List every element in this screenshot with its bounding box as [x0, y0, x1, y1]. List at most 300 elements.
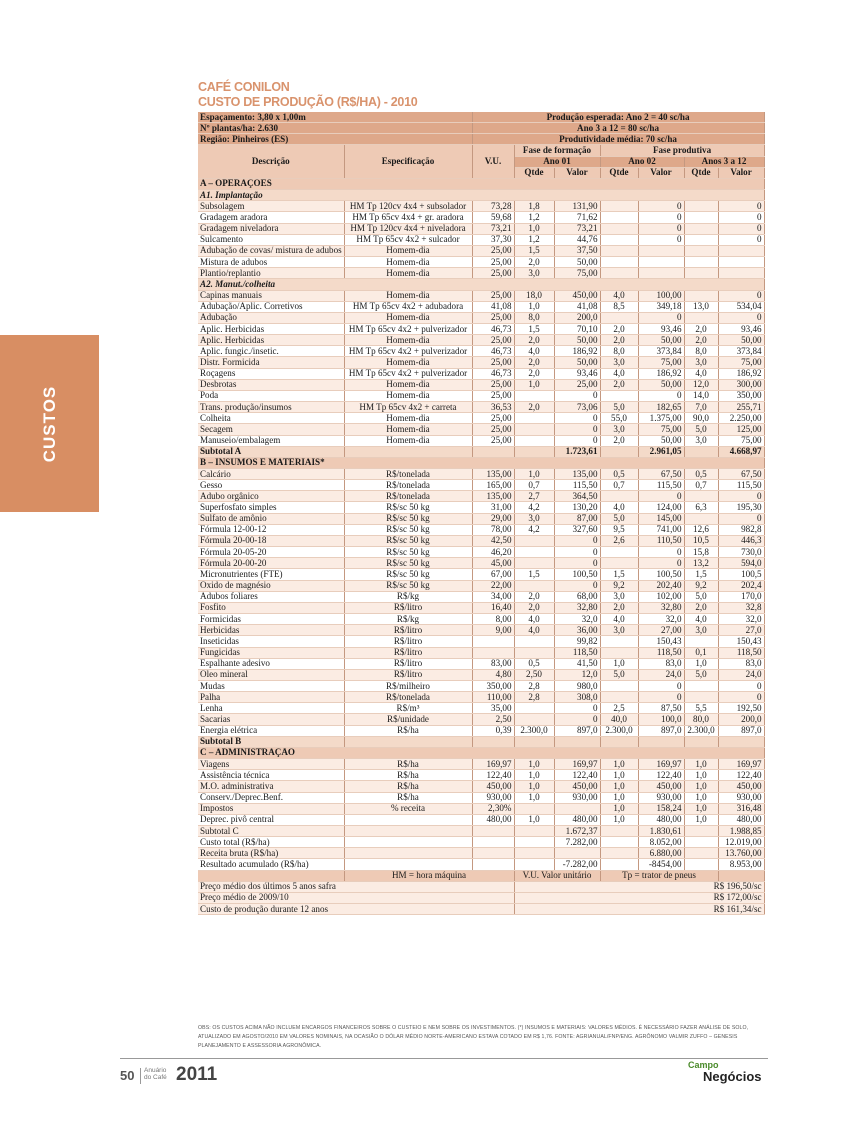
cell-qtde: 1,0	[684, 814, 718, 825]
cell-descricao: Poda	[198, 390, 344, 401]
table-row	[198, 580, 764, 591]
cell-valor: 200,0	[554, 312, 600, 323]
table-row	[198, 257, 764, 268]
cell-valor: 0	[638, 692, 684, 703]
cell-qtde	[600, 558, 638, 569]
cell-especificacao: R$/litro	[344, 647, 472, 658]
cell-qtde	[684, 223, 718, 234]
cell-especificacao: R$/sc 50 kg	[344, 502, 472, 513]
table-row	[198, 435, 764, 446]
cell-qtde: 55,0	[600, 413, 638, 424]
cell-qtde: 8,5	[600, 301, 638, 312]
cell-valor: 0	[638, 558, 684, 569]
cell-especificacao	[344, 446, 472, 457]
section-header-row	[198, 178, 764, 189]
footer-divider	[120, 1058, 768, 1059]
cell-especificacao: HM Tp 65cv 4x2 + pulverizador	[344, 346, 472, 357]
cell-qtde: 2,0	[600, 335, 638, 346]
cell-vu: 25,00	[472, 413, 514, 424]
col-fase-formacao: Fase de formação	[514, 145, 600, 156]
cell-qtde: 5,5	[684, 703, 718, 714]
cell-especificacao: Homem-dia	[344, 435, 472, 446]
cell-valor: 982,8	[718, 524, 764, 535]
logo-negocios: Negócios	[703, 1069, 762, 1084]
cell-especificacao: Homem-dia	[344, 390, 472, 401]
cell-valor: 364,50	[554, 491, 600, 502]
table-row	[198, 703, 764, 714]
cell-vu: 25,00	[472, 424, 514, 435]
cell-descricao: Lenha	[198, 703, 344, 714]
cell-qtde: 1,0	[600, 814, 638, 825]
cell-qtde: 1,5	[684, 569, 718, 580]
cell-qtde: 2,0	[600, 602, 638, 613]
cell-descricao: Fórmula 12-00-12	[198, 524, 344, 535]
cell-valor: 1.988,85	[718, 826, 764, 837]
cell-qtde: 12,0	[684, 379, 718, 390]
cell-valor: 349,18	[638, 301, 684, 312]
cell-qtde	[684, 201, 718, 212]
cell-qtde	[514, 413, 554, 424]
info-plants: Nº plantas/ha: 2.630	[198, 123, 472, 134]
cell-especificacao: R$/litro	[344, 658, 472, 669]
cell-valor: 0	[718, 312, 764, 323]
cell-valor: 50,00	[554, 357, 600, 368]
cell-qtde: 8,0	[684, 346, 718, 357]
table-row	[198, 268, 764, 279]
cell-qtde: 2,0	[684, 323, 718, 334]
cell-especificacao: R$/tonelada	[344, 491, 472, 502]
cell-qtde: 4,0	[600, 614, 638, 625]
table-row	[198, 424, 764, 435]
table-row	[198, 680, 764, 691]
cell-valor: 73,21	[554, 223, 600, 234]
cell-qtde: 8,0	[514, 312, 554, 323]
cell-vu: 45,00	[472, 558, 514, 569]
cell-valor: 122,40	[718, 770, 764, 781]
cell-valor: 170,0	[718, 591, 764, 602]
cell-qtde	[514, 848, 554, 859]
cell-valor: 102,00	[638, 591, 684, 602]
cell-vu	[472, 837, 514, 848]
cell-qtde: 2,7	[514, 491, 554, 502]
cell-qtde	[600, 636, 638, 647]
cell-descricao: Impostos	[198, 803, 344, 814]
table-row	[198, 803, 764, 814]
cell-valor	[718, 736, 764, 747]
cell-qtde	[600, 234, 638, 245]
cell-valor: 50,00	[718, 335, 764, 346]
cell-especificacao: R$/sc 50 kg	[344, 535, 472, 546]
cell-valor: 99,82	[554, 636, 600, 647]
cell-vu: 165,00	[472, 480, 514, 491]
cell-valor: 118,50	[554, 647, 600, 658]
cell-qtde: 1,0	[514, 223, 554, 234]
table-row	[198, 469, 764, 480]
cell-qtde: 1,0	[600, 658, 638, 669]
cell-valor: 1.375,00	[638, 413, 684, 424]
cell-vu: 8,00	[472, 614, 514, 625]
cell-valor: 0	[554, 413, 600, 424]
col-descricao: Descrição	[198, 145, 344, 178]
cell-vu: 25,00	[472, 335, 514, 346]
cell-qtde: 2,0	[514, 335, 554, 346]
cell-descricao: Subsolagem	[198, 201, 344, 212]
cell-qtde: 2,0	[684, 335, 718, 346]
cell-valor: 145,00	[638, 513, 684, 524]
cell-qtde: 1,0	[684, 759, 718, 770]
cell-valor: 186,92	[718, 368, 764, 379]
cell-vu: 25,00	[472, 435, 514, 446]
cell-valor: 930,00	[718, 792, 764, 803]
cell-qtde: 6,3	[684, 502, 718, 513]
cell-valor: 202,40	[638, 580, 684, 591]
cell-qtde: 5,0	[600, 513, 638, 524]
cell-qtde: 2,0	[600, 323, 638, 334]
cell-descricao: Mudas	[198, 680, 344, 691]
cell-qtde: 1,2	[514, 234, 554, 245]
cell-qtde: 1,0	[600, 803, 638, 814]
cell-vu: 67,00	[472, 569, 514, 580]
cell-especificacao: R$/sc 50 kg	[344, 580, 472, 591]
section-header-row	[198, 747, 764, 758]
cell-qtde: 4,0	[514, 614, 554, 625]
table-row	[198, 301, 764, 312]
cell-valor: 100,00	[638, 290, 684, 301]
cell-descricao: Sulfato de amônio	[198, 513, 344, 524]
cell-qtde: 1,0	[684, 658, 718, 669]
cell-valor: 44,76	[554, 234, 600, 245]
cell-especificacao: Homem-dia	[344, 357, 472, 368]
cell-qtde: 4,0	[684, 368, 718, 379]
cell-especificacao: R$/sc 50 kg	[344, 569, 472, 580]
cell-qtde: 0,7	[600, 480, 638, 491]
cell-valor: 32,0	[554, 614, 600, 625]
cell-valor: 0	[554, 558, 600, 569]
cell-descricao: Adubos foliares	[198, 591, 344, 602]
cell-qtde	[684, 234, 718, 245]
table-row	[198, 212, 764, 223]
cell-qtde: 3,0	[600, 424, 638, 435]
cell-descricao: Sacarias	[198, 714, 344, 725]
cell-valor: 32,80	[638, 602, 684, 613]
cell-qtde: 4,0	[684, 614, 718, 625]
cell-descricao: Capinas manuais	[198, 290, 344, 301]
cell-qtde	[514, 558, 554, 569]
info-productivity: Produtividade média: 70 sc/ha	[472, 134, 764, 145]
cell-qtde: 2,0	[514, 257, 554, 268]
cell-valor: 0	[718, 491, 764, 502]
cell-especificacao: R$/ha	[344, 770, 472, 781]
cell-vu: 0,39	[472, 725, 514, 736]
cell-qtde: 13,2	[684, 558, 718, 569]
cell-qtde	[684, 491, 718, 502]
cell-valor: 41,50	[554, 658, 600, 669]
cell-especificacao: HM Tp 120cv 4x4 + subsolador	[344, 201, 472, 212]
cell-valor: 0	[638, 547, 684, 558]
cell-qtde	[514, 714, 554, 725]
cell-vu	[472, 736, 514, 747]
cell-qtde: 40,0	[600, 714, 638, 725]
cell-valor: 122,40	[638, 770, 684, 781]
cell-qtde: 2,8	[514, 680, 554, 691]
cell-valor: 0	[554, 580, 600, 591]
cell-qtde	[600, 848, 638, 859]
cell-vu: 25,00	[472, 268, 514, 279]
cell-valor: 115,50	[638, 480, 684, 491]
cell-valor: 158,24	[638, 803, 684, 814]
cell-qtde: 5,0	[600, 402, 638, 413]
cell-valor: 25,00	[554, 379, 600, 390]
subtotal-row	[198, 736, 764, 747]
cell-qtde: 18,0	[514, 290, 554, 301]
cell-qtde: 2,0	[514, 591, 554, 602]
cell-valor: 100,0	[638, 714, 684, 725]
cell-vu: 350,00	[472, 680, 514, 691]
cell-especificacao: R$/litro	[344, 669, 472, 680]
cell-valor: 2.961,05	[638, 446, 684, 457]
price-value: R$ 161,34/sc	[514, 904, 764, 915]
cell-qtde: 12,6	[684, 524, 718, 535]
cell-valor: 131,90	[554, 201, 600, 212]
cell-valor: 255,71	[718, 402, 764, 413]
cell-vu: 16,40	[472, 602, 514, 613]
cell-qtde	[684, 837, 718, 848]
cell-qtde	[684, 245, 718, 256]
legend-tp: Tp = trator de pneus	[600, 870, 718, 881]
cell-valor: 300,00	[718, 379, 764, 390]
cell-especificacao: R$/tonelada	[344, 480, 472, 491]
table-row	[198, 725, 764, 736]
cell-qtde: 2,50	[514, 669, 554, 680]
cell-qtde: 2,5	[600, 703, 638, 714]
section-tab	[0, 335, 99, 512]
cell-qtde	[684, 826, 718, 837]
cell-valor: 27,0	[718, 625, 764, 636]
cell-vu: 59,68	[472, 212, 514, 223]
cell-valor: 87,00	[554, 513, 600, 524]
table-row	[198, 234, 764, 245]
cell-qtde: 3,0	[684, 625, 718, 636]
cell-descricao: Fungicidas	[198, 647, 344, 658]
cell-valor: 68,00	[554, 591, 600, 602]
cell-valor: 118,50	[638, 647, 684, 658]
table-row	[198, 357, 764, 368]
cell-valor	[638, 268, 684, 279]
cell-especificacao: R$/sc 50 kg	[344, 547, 472, 558]
cell-qtde: 3,0	[514, 268, 554, 279]
cell-valor: 122,40	[554, 770, 600, 781]
cell-descricao: Subtotal B	[198, 736, 344, 747]
cell-valor: 118,50	[718, 647, 764, 658]
cell-vu: 450,00	[472, 781, 514, 792]
cell-valor: 169,97	[718, 759, 764, 770]
cell-qtde	[514, 803, 554, 814]
cell-vu: 73,28	[472, 201, 514, 212]
cell-valor: -7.282,00	[554, 859, 600, 870]
cell-qtde	[600, 647, 638, 658]
cell-especificacao: HM Tp 65cv 4x2 + pulverizador	[344, 323, 472, 334]
cell-valor: 1.830,61	[638, 826, 684, 837]
cell-vu: 25,00	[472, 379, 514, 390]
cell-qtde	[600, 692, 638, 703]
table-row	[198, 547, 764, 558]
cell-qtde: 1,0	[514, 379, 554, 390]
cell-especificacao: R$/ha	[344, 781, 472, 792]
cell-valor: 0	[718, 201, 764, 212]
cell-qtde: 1,0	[684, 792, 718, 803]
cell-qtde	[684, 212, 718, 223]
cell-especificacao: R$/ha	[344, 725, 472, 736]
cell-valor: 130,20	[554, 502, 600, 513]
cell-qtde: 0,5	[514, 658, 554, 669]
cell-qtde: 1,5	[514, 569, 554, 580]
cell-qtde	[600, 547, 638, 558]
cell-vu: 135,00	[472, 469, 514, 480]
cell-especificacao: R$/tonelada	[344, 469, 472, 480]
cell-qtde	[600, 491, 638, 502]
cell-qtde: 5,0	[684, 591, 718, 602]
cell-especificacao: Homem-dia	[344, 268, 472, 279]
cell-descricao: Conserv./Deprec.Benf.	[198, 792, 344, 803]
price-value: R$ 172,00/sc	[514, 892, 764, 903]
cell-valor: 4.668,97	[718, 446, 764, 457]
cell-descricao: Herbicidas	[198, 625, 344, 636]
table-row	[198, 714, 764, 725]
cell-valor: 135,00	[554, 469, 600, 480]
cell-descricao: Adubação de covas/ mistura de adubos	[198, 245, 344, 256]
cell-qtde: 1,0	[600, 781, 638, 792]
cell-especificacao: Homem-dia	[344, 245, 472, 256]
cell-valor: 308,0	[554, 692, 600, 703]
cell-qtde: 1,0	[514, 792, 554, 803]
page-subtitle: CUSTO DE PRODUÇÃO (R$/HA) - 2010	[198, 95, 418, 109]
price-label: Custo de produção durante 12 anos	[198, 904, 514, 915]
table-row	[198, 502, 764, 513]
cell-qtde	[600, 736, 638, 747]
cell-descricao: Gradagem niveladora	[198, 223, 344, 234]
cell-vu	[472, 859, 514, 870]
cell-vu: 122,40	[472, 770, 514, 781]
cell-valor: 75,00	[638, 357, 684, 368]
cell-valor	[638, 257, 684, 268]
table-row	[198, 402, 764, 413]
col-qtde: Qtde	[684, 167, 718, 178]
cell-valor: 73,06	[554, 402, 600, 413]
col-ano02: Ano 02	[600, 156, 684, 167]
cell-vu: 31,00	[472, 502, 514, 513]
cell-qtde	[600, 446, 638, 457]
cell-descricao: Deprec. pivô central	[198, 814, 344, 825]
table-row	[198, 781, 764, 792]
subsection-header-row	[198, 279, 764, 290]
cell-descricao: Mistura de adubos	[198, 257, 344, 268]
cell-qtde	[684, 736, 718, 747]
cell-valor: 75,00	[718, 357, 764, 368]
cell-descricao: Desbrotas	[198, 379, 344, 390]
cell-valor: 192,50	[718, 703, 764, 714]
cell-valor	[638, 245, 684, 256]
cell-especificacao: HM Tp 120cv 4x4 + niveladora	[344, 223, 472, 234]
cell-valor: 350,00	[718, 390, 764, 401]
table-row	[198, 323, 764, 334]
cell-valor: 6.880,00	[638, 848, 684, 859]
cell-vu: 169,97	[472, 759, 514, 770]
cell-descricao: Colheita	[198, 413, 344, 424]
cell-qtde: 1,8	[514, 201, 554, 212]
cell-descricao: Gesso	[198, 480, 344, 491]
cell-qtde	[684, 268, 718, 279]
cell-qtde: 2.300,0	[514, 725, 554, 736]
cell-valor: 32,0	[718, 614, 764, 625]
cell-vu: 25,00	[472, 245, 514, 256]
cell-vu: 22,00	[472, 580, 514, 591]
cell-descricao: Energia elétrica	[198, 725, 344, 736]
cell-qtde	[684, 692, 718, 703]
cell-valor: 0	[638, 680, 684, 691]
table-row	[198, 413, 764, 424]
cell-especificacao: R$/sc 50 kg	[344, 558, 472, 569]
cell-valor	[554, 848, 600, 859]
cell-especificacao	[344, 848, 472, 859]
cell-valor: 480,00	[554, 814, 600, 825]
cell-qtde: 2,0	[514, 368, 554, 379]
cell-qtde: 90,0	[684, 413, 718, 424]
cell-valor: 2.250,00	[718, 413, 764, 424]
table-row	[198, 290, 764, 301]
cell-especificacao: HM Tp 65cv 4x2 + adubadora	[344, 301, 472, 312]
cell-especificacao: R$/litro	[344, 625, 472, 636]
table-row	[198, 614, 764, 625]
cell-vu: 73,21	[472, 223, 514, 234]
price-value: R$ 196,50/sc	[514, 881, 764, 892]
cell-qtde	[514, 435, 554, 446]
col-valor: Valor	[718, 167, 764, 178]
cell-qtde: 1,5	[514, 323, 554, 334]
cell-vu: 46,73	[472, 368, 514, 379]
cell-valor: 32,80	[554, 602, 600, 613]
cell-vu: 41,08	[472, 301, 514, 312]
cell-valor: 24,0	[638, 669, 684, 680]
cell-valor: 24,0	[718, 669, 764, 680]
cell-valor: 41,08	[554, 301, 600, 312]
cell-especificacao	[344, 837, 472, 848]
cell-qtde: 1,0	[684, 770, 718, 781]
cell-valor: 12.019,00	[718, 837, 764, 848]
cell-vu	[472, 647, 514, 658]
cell-qtde	[514, 547, 554, 558]
cell-especificacao	[344, 736, 472, 747]
cell-qtde	[514, 580, 554, 591]
cell-valor	[554, 736, 600, 747]
cell-especificacao: HM Tp 65cv 4x2 + pulverizador	[344, 368, 472, 379]
cell-valor: 83,0	[638, 658, 684, 669]
cell-valor: 150,43	[718, 636, 764, 647]
cell-vu	[472, 446, 514, 457]
cell-valor: 32,8	[718, 602, 764, 613]
cell-qtde: 1,0	[514, 781, 554, 792]
cell-valor: 730,0	[718, 547, 764, 558]
cell-vu: 42,50	[472, 535, 514, 546]
cell-especificacao: % receita	[344, 803, 472, 814]
cell-valor: 36,00	[554, 625, 600, 636]
cell-descricao: Aplic. Herbicidas	[198, 335, 344, 346]
cell-valor: 327,60	[554, 524, 600, 535]
cell-qtde: 0,5	[600, 469, 638, 480]
subsection-title: A2. Manut./colheita	[198, 279, 764, 290]
cell-qtde: 1,0	[600, 770, 638, 781]
cell-valor: 75,00	[554, 268, 600, 279]
cell-valor: 202,4	[718, 580, 764, 591]
